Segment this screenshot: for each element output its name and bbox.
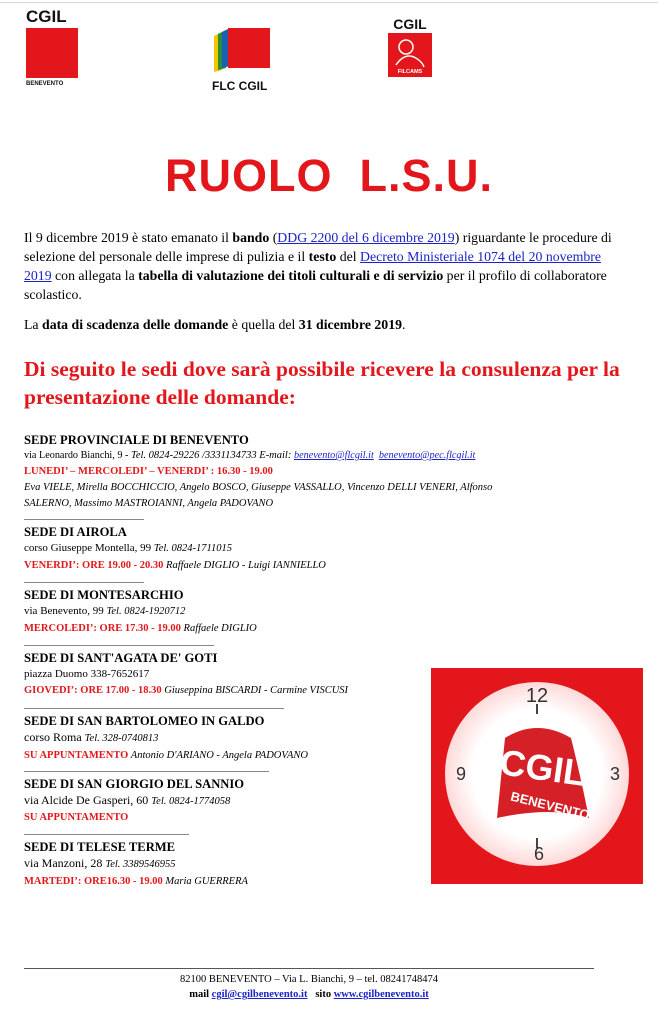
cgil-logo-word: CGIL [26, 7, 67, 26]
sede-phone: Tel. 0824-1774058 [151, 796, 231, 807]
flc-logo-word: FLC CGIL [212, 79, 268, 93]
sede-address-text: via Leonardo Bianchi, 9 - [24, 450, 131, 461]
intro-text: ( [269, 230, 278, 245]
deadline-text: La [24, 317, 43, 332]
sede-address [24, 540, 584, 557]
flc-cgil-logo [212, 26, 276, 93]
sede-hours: VENERDI’: ORE 19.00 - 20.30 [24, 560, 164, 571]
flc-flag-icon [212, 26, 274, 74]
sede-people: Maria GUERRERA [162, 876, 248, 887]
sede-people: Giuseppina BISCARDI - Carmine VISCUSI [161, 685, 349, 696]
sede-divider [24, 834, 189, 835]
sede-address-text: corso Roma [24, 730, 85, 744]
sede-hours: GIOVEDI’: ORE 17.00 - 18.30 [24, 685, 162, 696]
sede-address-text: via Benevento, 99 [24, 605, 107, 617]
cgil-logo-square [26, 28, 78, 78]
intro-bold-testo: testo [308, 249, 337, 264]
sede-address-text: piazza Duomo 338-7652617 [24, 668, 150, 680]
sede-phone: Tel. 3389546955 [105, 859, 176, 870]
sede-address [24, 603, 584, 620]
sede-benevento [24, 432, 594, 512]
cgil-logo-subtitle: BENEVENTO [26, 81, 64, 87]
footer-site-link[interactable]: www.cgilbenevento.it [333, 989, 429, 1000]
sede-divider [24, 708, 284, 709]
footer-address: 82100 BENEVENTO – Via L. Bianchi, 9 – tel. 08241748474 [180, 974, 438, 985]
intro-text: del [336, 249, 361, 264]
sede-name: SEDE DI MONTESARCHIO [24, 588, 184, 602]
intro-bold-tabella: tabella di valutazione dei titoli culturali e di servizio [138, 268, 444, 283]
deadline-text: è quella del [228, 317, 299, 332]
sede-address-text: corso Giuseppe Montella, 99 [24, 542, 154, 554]
deadline-text: . [402, 317, 406, 332]
sede-phone: Tel. 0824-1920712 [106, 606, 186, 617]
sede-phone-email: Tel. 0824-29226 /3331134733 E-mail: [130, 450, 294, 461]
sede-airola [24, 519, 584, 574]
sedi-heading: Di seguito le sedi dove sarà possibile ricevere la consulenza per la presentazione delle domande: [24, 357, 620, 409]
clock-numeral-3: 3 [609, 764, 621, 784]
footer-contacts [24, 989, 594, 1000]
deadline-bold-label: data di scadenza delle domande [42, 317, 229, 332]
intro-text: con allegata la [51, 268, 139, 283]
clock-flag-cgil: CGIL [497, 741, 589, 794]
sede-phone: Tel. 0824-1711015 [153, 543, 233, 554]
footer-mail-link[interactable]: cgil@cgilbenevento.it [211, 989, 308, 1000]
intro-text: per il profilo di collaboratore scolastico. [24, 268, 607, 302]
filcams-logo-square [388, 33, 432, 77]
sede-name: SEDE DI SANT'AGATA DE' GOTI [24, 651, 218, 665]
sede-phone: Tel. 328-0740813 [84, 733, 159, 744]
ddg-link[interactable]: DDG 2200 del 6 dicembre 2019 [277, 230, 455, 245]
cgil-filcams-logo [388, 16, 438, 77]
clock-numeral-6: 6 [533, 844, 545, 864]
sede-name: SEDE DI SAN BARTOLOMEO IN GALDO [24, 714, 265, 728]
email-link[interactable]: benevento@flcgil.it [293, 450, 374, 461]
sede-hours: SU APPUNTAMENTO [24, 812, 129, 823]
deadline-line [24, 317, 405, 333]
sede-address-text: via Alcide De Gasperi, 60 [24, 793, 152, 807]
sede-divider [24, 771, 269, 772]
page-title: RUOLO L.S.U. [165, 150, 493, 201]
clock-numeral-12: 12 [525, 685, 549, 707]
sede-divider [24, 582, 144, 583]
footer-site-label: sito [307, 989, 334, 1000]
intro-text: Il 9 dicembre 2019 è stato emanato il [24, 230, 233, 245]
clock-numeral-9: 9 [455, 764, 467, 784]
intro-bold-bando: bando [232, 230, 270, 245]
filcams-logo-word: CGIL [393, 16, 427, 32]
filcams-figure-icon [388, 35, 432, 71]
cgil-benevento-logo [26, 8, 86, 87]
sede-hours: SU APPUNTAMENTO [24, 750, 129, 761]
sede-divider [24, 519, 144, 520]
pec-email-link[interactable]: benevento@pec.flcgil.it [378, 450, 476, 461]
clock-icon [431, 668, 643, 884]
sede-people: Raffaele DIGLIO [180, 623, 257, 634]
sede-name: SEDE DI AIROLA [24, 525, 127, 539]
intro-paragraph [24, 228, 624, 304]
sede-name: SEDE PROVINCIALE DI BENEVENTO [24, 433, 249, 447]
intro-text: ) riguardante le procedure di selezione del personale delle imprese di pulizia e il [24, 230, 612, 264]
sede-montesarchio [24, 582, 584, 637]
sede-name: SEDE DI TELESE TERME [24, 840, 176, 854]
sede-hours-line [24, 557, 584, 574]
clock-flag-benevento: BENEVENTO [509, 788, 592, 823]
sede-name: SEDE DI SAN GIORGIO DEL SANNIO [24, 777, 245, 791]
cgil-clock-image [431, 668, 643, 884]
sede-hours: LUNEDI’ – MERCOLEDI’ – VENERDI’ : 16.30 - 19.00 [24, 466, 273, 477]
sede-address-text: via Manzoni, 28 [24, 856, 106, 870]
sede-hours: MARTEDI’: ORE16.30 - 19.00 [24, 876, 163, 887]
sede-address [24, 448, 594, 464]
footer-divider [24, 968, 594, 969]
filcams-logo-subtitle: FILCAMS [397, 69, 423, 75]
deadline-date: 31 dicembre 2019 [298, 317, 403, 332]
footer-mail-label: mail [189, 989, 212, 1000]
top-border [0, 2, 658, 3]
sede-hours: MERCOLEDI’: ORE 17.30 - 19.00 [24, 623, 181, 634]
sede-people: Antonio D'ARIANO - Angela PADOVANO [128, 750, 309, 761]
decreto-link[interactable]: Decreto Ministeriale 1074 del 20 novembre 2019 [24, 249, 602, 283]
sede-people: Raffaele DIGLIO - Luigi IANNIELLO [163, 560, 326, 571]
sede-hours-line [24, 620, 584, 637]
sede-people: Eva VIELE, Mirella BOCCHICCIO, Angelo BOSCO, Giuseppe VASSALLO, Vincenzo DELLI VENERI, Alfonso SALERNO, Massimo MASTROIANNI, Angela PADOVANO [24, 482, 493, 509]
sede-divider [24, 645, 214, 646]
